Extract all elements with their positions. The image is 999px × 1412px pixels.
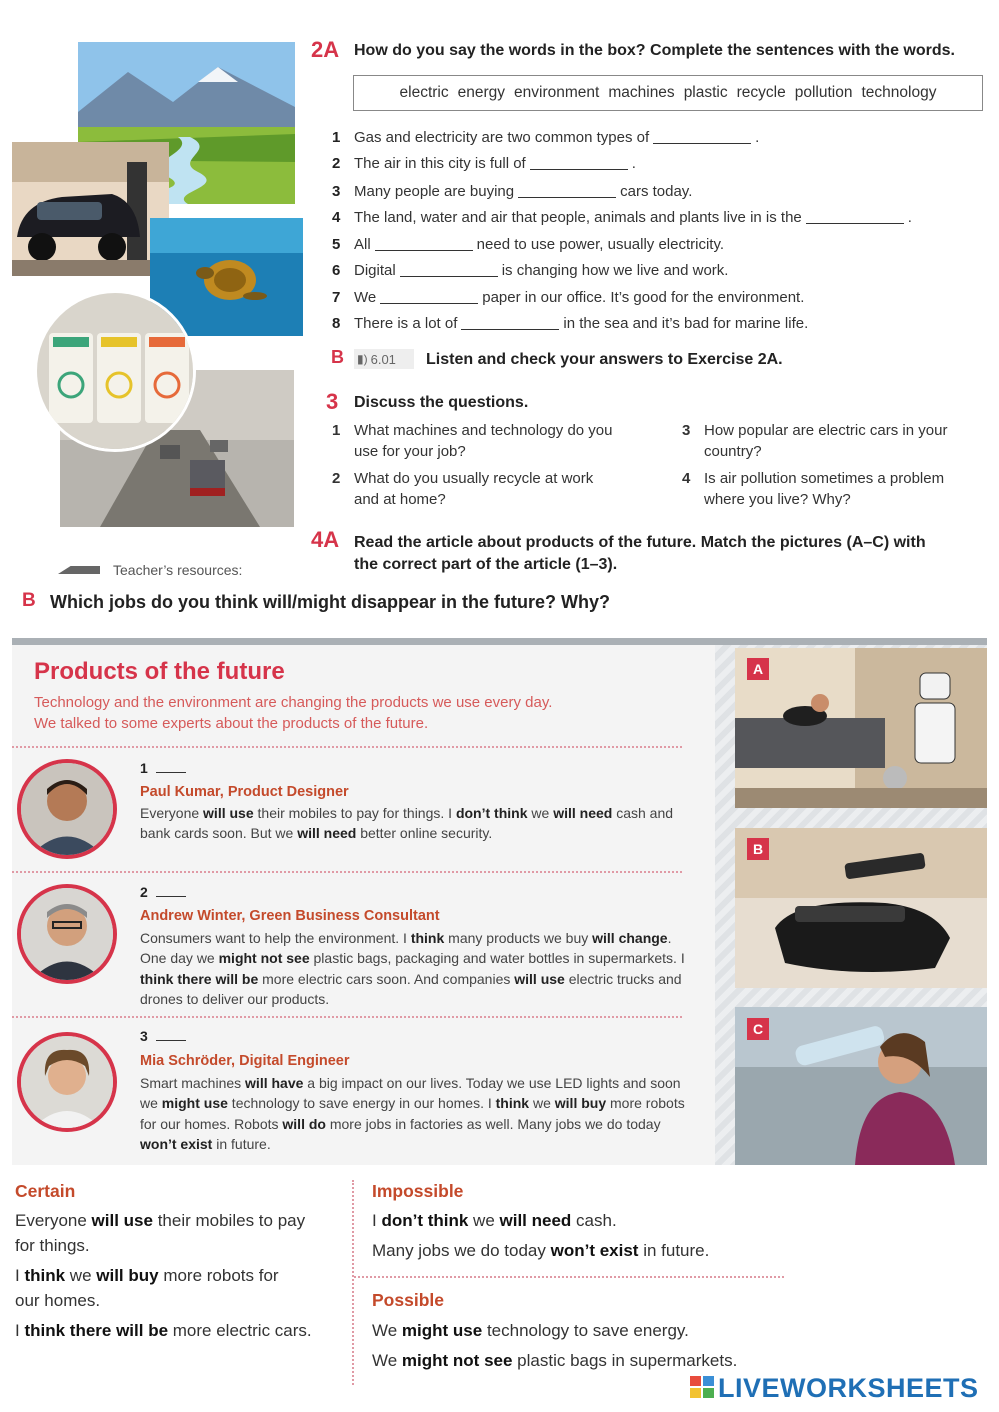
audio-track-number: 6.01	[370, 351, 396, 367]
grammar-heading-certain: Certain	[15, 1181, 76, 1201]
article-title: Products of the future	[34, 658, 285, 685]
expert-quote: Everyone will use their mobiles to pay for things. I don’t think we will need cash and bank cards soon. But we will need better online security.	[140, 805, 674, 842]
picture-b-payment-terminal	[735, 828, 987, 988]
exercise-2b-title: Listen and check your answers to Exercise 2A.	[426, 351, 783, 368]
expert-number: 3	[140, 1028, 186, 1044]
expert-name: Mia Schröder, Digital Engineer	[140, 1053, 350, 1069]
expert-quote: Smart machines will have a big impact on our lives. Today we use LED lights and soon we might use technology to save energy in our homes. I think we will buy more robots for our homes. Robots will do more jobs in factories as well. Many jobs we do today won’t exist in future.	[140, 1075, 685, 1152]
liveworksheets-logo-icon	[690, 1376, 714, 1398]
match-blank[interactable]	[156, 896, 186, 897]
exercise-2a-title: How do you say the words in the box? Complete the sentences with the words.	[354, 42, 955, 59]
teacher-resources-icon	[58, 566, 100, 574]
discussion-question-1: 1 What machines and technology do you use for your job?	[332, 422, 613, 460]
exercise-4b-letter: B	[22, 590, 36, 611]
expert-name: Paul Kumar, Product Designer	[140, 784, 349, 800]
grammar-divider-vertical	[352, 1180, 354, 1385]
exercise-4a-number: 4A	[311, 527, 340, 552]
sentence-2: 2 The air in this city is full of .	[332, 155, 636, 172]
exercise-3-title: Discuss the questions.	[354, 394, 529, 411]
article-top-bar	[12, 638, 987, 645]
answer-blank[interactable]	[461, 329, 559, 330]
exercise-2b-letter: B	[331, 347, 344, 367]
divider	[12, 1016, 682, 1018]
sentence-6: 6 Digital is changing how we live and work.	[332, 262, 729, 279]
grammar-heading-possible: Possible	[372, 1290, 444, 1310]
exercise-4a-title: Read the article about products of the future. Match the pictures (A–C) with the correct part of the article (1–3).	[354, 534, 926, 573]
picture-letter-c: C	[747, 1018, 769, 1040]
expert-portrait	[21, 1036, 113, 1128]
sentence-8: 8 There is a lot of in the sea and it’s bad for marine life.	[332, 315, 809, 332]
picture-a-robot	[735, 648, 987, 808]
sentence-7: 7 We paper in our office. It’s good for the environment.	[332, 289, 805, 306]
word-box-item: recycle	[736, 84, 786, 101]
avatar	[17, 759, 117, 859]
article-intro: Technology and the environment are changing the products we use every day. We talked to some experts about the products of the future.	[34, 694, 553, 732]
word-box-item: energy	[457, 84, 506, 101]
word-box-item: machines	[608, 84, 675, 101]
discussion-question-3: 3 How popular are electric cars in your country?	[682, 422, 948, 460]
picture-letter-a: A	[747, 658, 769, 680]
liveworksheets-brand[interactable]: LIVEWORKSHEETS	[718, 1373, 979, 1403]
expert-number: 2	[140, 884, 186, 900]
word-box-item: technology	[861, 84, 937, 101]
grammar-certain-examples: Everyone will use their mobiles to pay for things. I think we will buy more robots for our homes. I think there will be more electric cars.	[15, 1211, 312, 1340]
avatar	[17, 884, 117, 984]
robot-home-image	[735, 648, 987, 808]
avatar	[17, 1032, 117, 1132]
word-box	[353, 75, 983, 111]
picture-letter-b: B	[747, 838, 769, 860]
divider	[12, 871, 682, 873]
discussion-question-2: 2 What do you usually recycle at work and at home?	[332, 470, 594, 508]
expert-portrait	[21, 763, 113, 855]
sentence-5: 5 All need to use power, usually electricity.	[332, 236, 725, 253]
exercise-4b-title: Which jobs do you think will/might disappear in the future? Why?	[50, 592, 610, 612]
sentence-4: 4 The land, water and air that people, animals and plants live in is the .	[332, 209, 912, 226]
grammar-heading-impossible: Impossible	[372, 1181, 464, 1201]
speaker-icon: ▮)	[357, 352, 368, 366]
sentence-1: 1 Gas and electricity are two common types of .	[332, 129, 760, 146]
match-blank[interactable]	[156, 772, 186, 773]
recycle-bins-image	[37, 293, 196, 452]
answer-blank[interactable]	[400, 276, 498, 277]
word-box-item: electric	[399, 84, 449, 101]
expert-number: 1	[140, 760, 186, 776]
exercise-2a-number: 2A	[311, 37, 340, 62]
exercise-3-number: 3	[326, 389, 339, 414]
photo-recycle-bins	[34, 290, 196, 452]
teacher-resources-label: Teacher’s resources:	[113, 562, 243, 575]
answer-blank[interactable]	[806, 223, 904, 224]
photo-electric-car	[12, 142, 169, 276]
grammar-divider-horizontal	[354, 1276, 784, 1278]
sentence-3: 3 Many people are buying cars today.	[332, 183, 693, 200]
answer-blank[interactable]	[375, 250, 473, 251]
expert-name: Andrew Winter, Green Business Consultant	[140, 908, 440, 924]
answer-blank[interactable]	[518, 197, 616, 198]
electric-car-image	[12, 142, 169, 276]
word-box-item: plastic	[683, 84, 728, 101]
expert-quote: Consumers want to help the environment. I think many products we buy will change. One day we might not see plastic bags, packaging and water bottles in supermarkets. I think there will be more electric cars soon. And companies will use electric trucks and drones to deliver our products.	[140, 930, 685, 1007]
answer-blank[interactable]	[530, 169, 628, 170]
expert-portrait	[21, 888, 113, 980]
card-terminal-image	[735, 828, 987, 988]
word-box-item: environment	[514, 84, 600, 101]
word-box-item: pollution	[794, 84, 853, 101]
answer-blank[interactable]	[380, 303, 478, 304]
answer-blank[interactable]	[653, 143, 751, 144]
discussion-question-4: 4 Is air pollution sometimes a problem where you live? Why?	[682, 470, 945, 508]
grammar-possible-examples: We might use technology to save energy. We might not see plastic bags in supermarkets.	[372, 1321, 738, 1370]
divider	[12, 746, 682, 748]
woman-drinking-image	[735, 1007, 987, 1165]
match-blank[interactable]	[156, 1040, 186, 1041]
audio-track-button[interactable]	[354, 349, 414, 369]
picture-c-water-bottle	[735, 1007, 987, 1165]
grammar-impossible-examples: I don’t think we will need cash. Many jobs we do today won’t exist in future.	[372, 1211, 710, 1260]
